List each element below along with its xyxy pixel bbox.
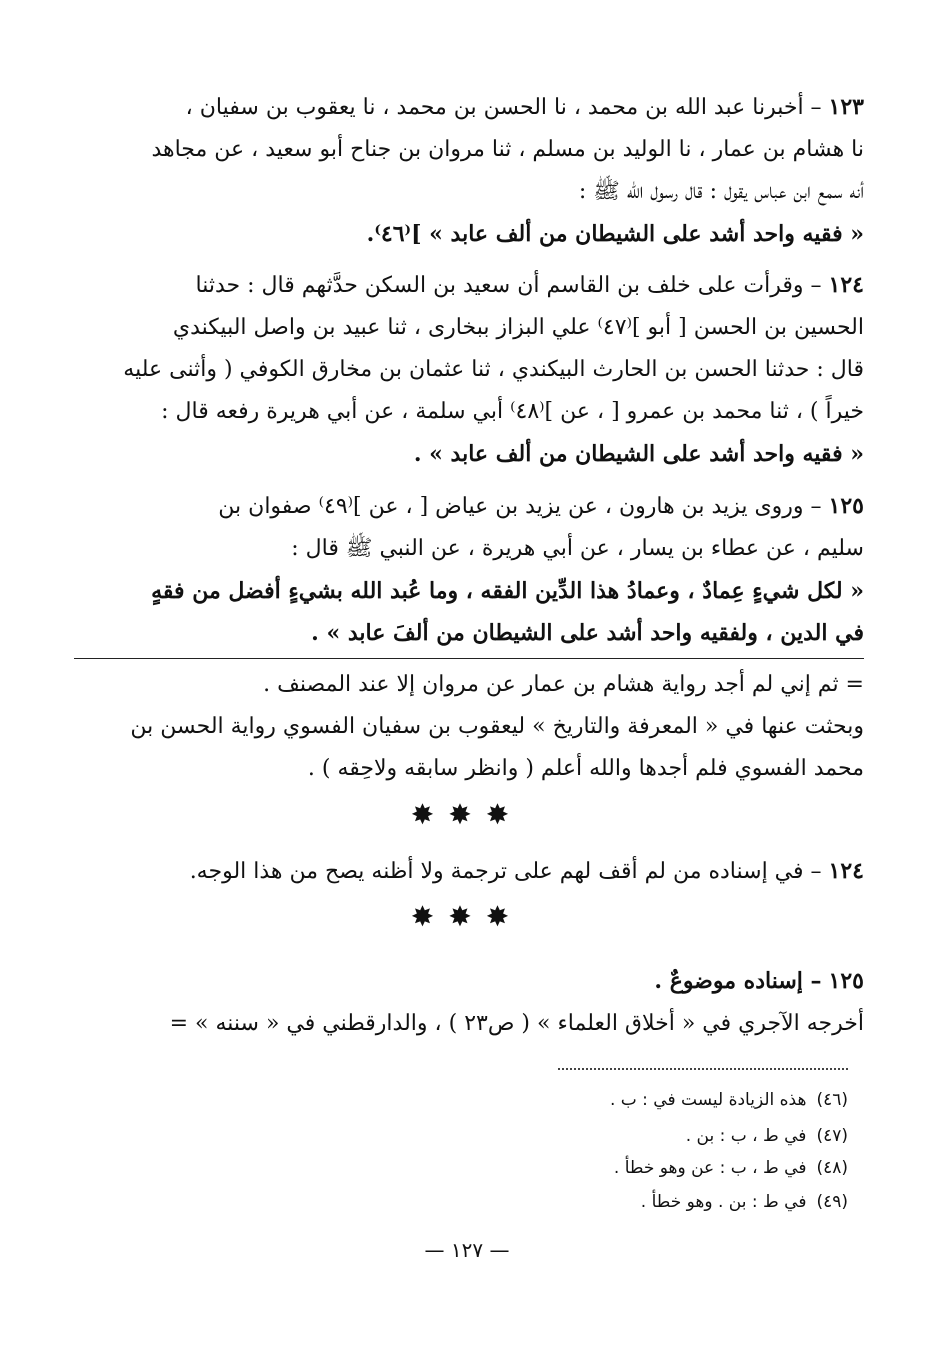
- hadith-124: [64, 264, 864, 475]
- commentary-124-line: [64, 850, 864, 893]
- hadith-123: [64, 86, 864, 255]
- text-span: – وروى يزيد بن هارون ، عن يزيد بن عياض [ ، عن ]⁽٤٩⁾ صفوان بن: [218, 494, 822, 519]
- hadith-number: ١٢٥: [828, 493, 864, 519]
- commentary-124: [64, 850, 864, 893]
- hadith-124-line-4: خيراً ) ، ثنا محمد بن عمرو [ ، عن ]⁽٤٨⁾ أبي سلمة ، عن أبي هريرة رفعه قال :: [161, 399, 864, 424]
- hadith-125-line-2: سليم ، عن عطاء بن يسار ، عن أبي هريرة ، عن النبي ﷺ قال :: [291, 536, 864, 561]
- footnote-47: [686, 1120, 848, 1152]
- hadith-124-line-3: قال : حدثنا الحسن بن الحارث البيكندي ، ثنا عثمان بن مخارق الكوفي ( وأثنى عليه: [123, 357, 864, 382]
- commentary-125-line-2: أخرجه الآجري في « أخلاق العلماء » ( ص٢٣ ) ، والدارقطني في « سننه » =: [169, 1011, 864, 1036]
- footnote-text: في ط ، ب : عن وهو خطأ .: [613, 1158, 807, 1178]
- page-number: — ١٢٧ —: [424, 1238, 510, 1262]
- hadith-number: ١٢٣: [828, 94, 864, 120]
- commentary-number: ١٢٥: [828, 968, 864, 994]
- footnote-49: [641, 1186, 848, 1218]
- hadith-number: ١٢٤: [828, 272, 864, 298]
- hadith-125-quote-2: في الدين ، ولفقيه واحد أشد على الشيطان من ألفَ عابد » .: [311, 620, 864, 646]
- text-span: – وقرأت على خلف بن القاسم أن سعيد بن السكن حدَّثهم قال : حدثنا: [195, 273, 822, 298]
- footnote-text: هذه الزيادة ليست في : ب .: [609, 1090, 807, 1110]
- footnotes-divider: [558, 1068, 848, 1070]
- footnote-text: في ط : بن . وهو خطأ .: [640, 1192, 807, 1212]
- text-span: – أخبرنا عبد الله بن محمد ، نا الحسن بن محمد ، نا يعقوب بن سفيان ،: [185, 95, 822, 120]
- commentary-continuation: [64, 664, 864, 790]
- footnote-number: (٤٩): [816, 1192, 848, 1212]
- text-span: – في إسناده من لم أقف لهم على ترجمة ولا أظنه يصح من هذا الوجه.: [189, 859, 822, 884]
- hadith-125-quote-1: « لكل شيءٍ عِمادٌ ، وعمادُ هذا الدِّين الفقه ، وما عُبد الله بشيءٍ أفضل من فقهٍ: [151, 578, 864, 604]
- star-separator: ✸✸✸: [410, 900, 524, 933]
- footnote-46: [610, 1084, 848, 1116]
- hadith-125-line-1: [64, 485, 864, 528]
- text-span: – إسناده موضوعٌ .: [654, 968, 822, 994]
- commentary-line-1: = ثم إني لم أجد رواية هشام بن عمار عن مروان إلا عند المصنف .: [263, 672, 864, 697]
- footnote-number: (٤٨): [816, 1158, 848, 1178]
- commentary-line-3: محمد الفسوي فلم أجدها والله أعلم ( وانظر سابقه ولاحِقه ) .: [307, 756, 864, 781]
- hadith-124-line-2: الحسين بن الحسن [ أبو ]⁽٤٧⁾ علي البزاز ببخارى ، ثنا عبيد بن واصل البيكندي: [172, 315, 864, 340]
- footnote-number: (٤٧): [816, 1126, 848, 1146]
- hadith-124-quote: « فقيه واحد أشد على الشيطان من ألف عابد » .: [413, 441, 864, 467]
- hadith-124-line-1: [64, 264, 864, 307]
- text-commentary-divider: [74, 658, 864, 659]
- footnote-number: (٤٦): [816, 1090, 848, 1110]
- commentary-125: [64, 960, 864, 1045]
- commentary-number: ١٢٤: [828, 858, 864, 884]
- hadith-123-quote: « فقيه واحد أشد على الشيطان من ألف عابد » ]⁽٤٦⁾.: [366, 221, 864, 247]
- hadith-123-line-1: [64, 86, 864, 129]
- star-separator: ✸✸✸: [410, 798, 524, 831]
- hadith-123-line-2: نا هشام بن عمار ، نا الوليد بن مسلم ، ثنا مروان بن جناح أبو سعيد ، عن مجاهد: [151, 137, 864, 162]
- commentary-line-2: وبحثت عنها في « المعرفة والتاريخ » ليعقوب بن سفيان الفسوي رواية الحسن بن: [130, 714, 864, 739]
- hadith-123-line-3: أنه سمع ابن عباس يقول : قال رسول الله ﷺ :: [578, 179, 864, 204]
- footnote-text: في ط ، ب : بن .: [685, 1126, 807, 1146]
- footnote-48: [614, 1152, 848, 1184]
- commentary-125-line-1: [64, 960, 864, 1003]
- hadith-125: [64, 485, 864, 654]
